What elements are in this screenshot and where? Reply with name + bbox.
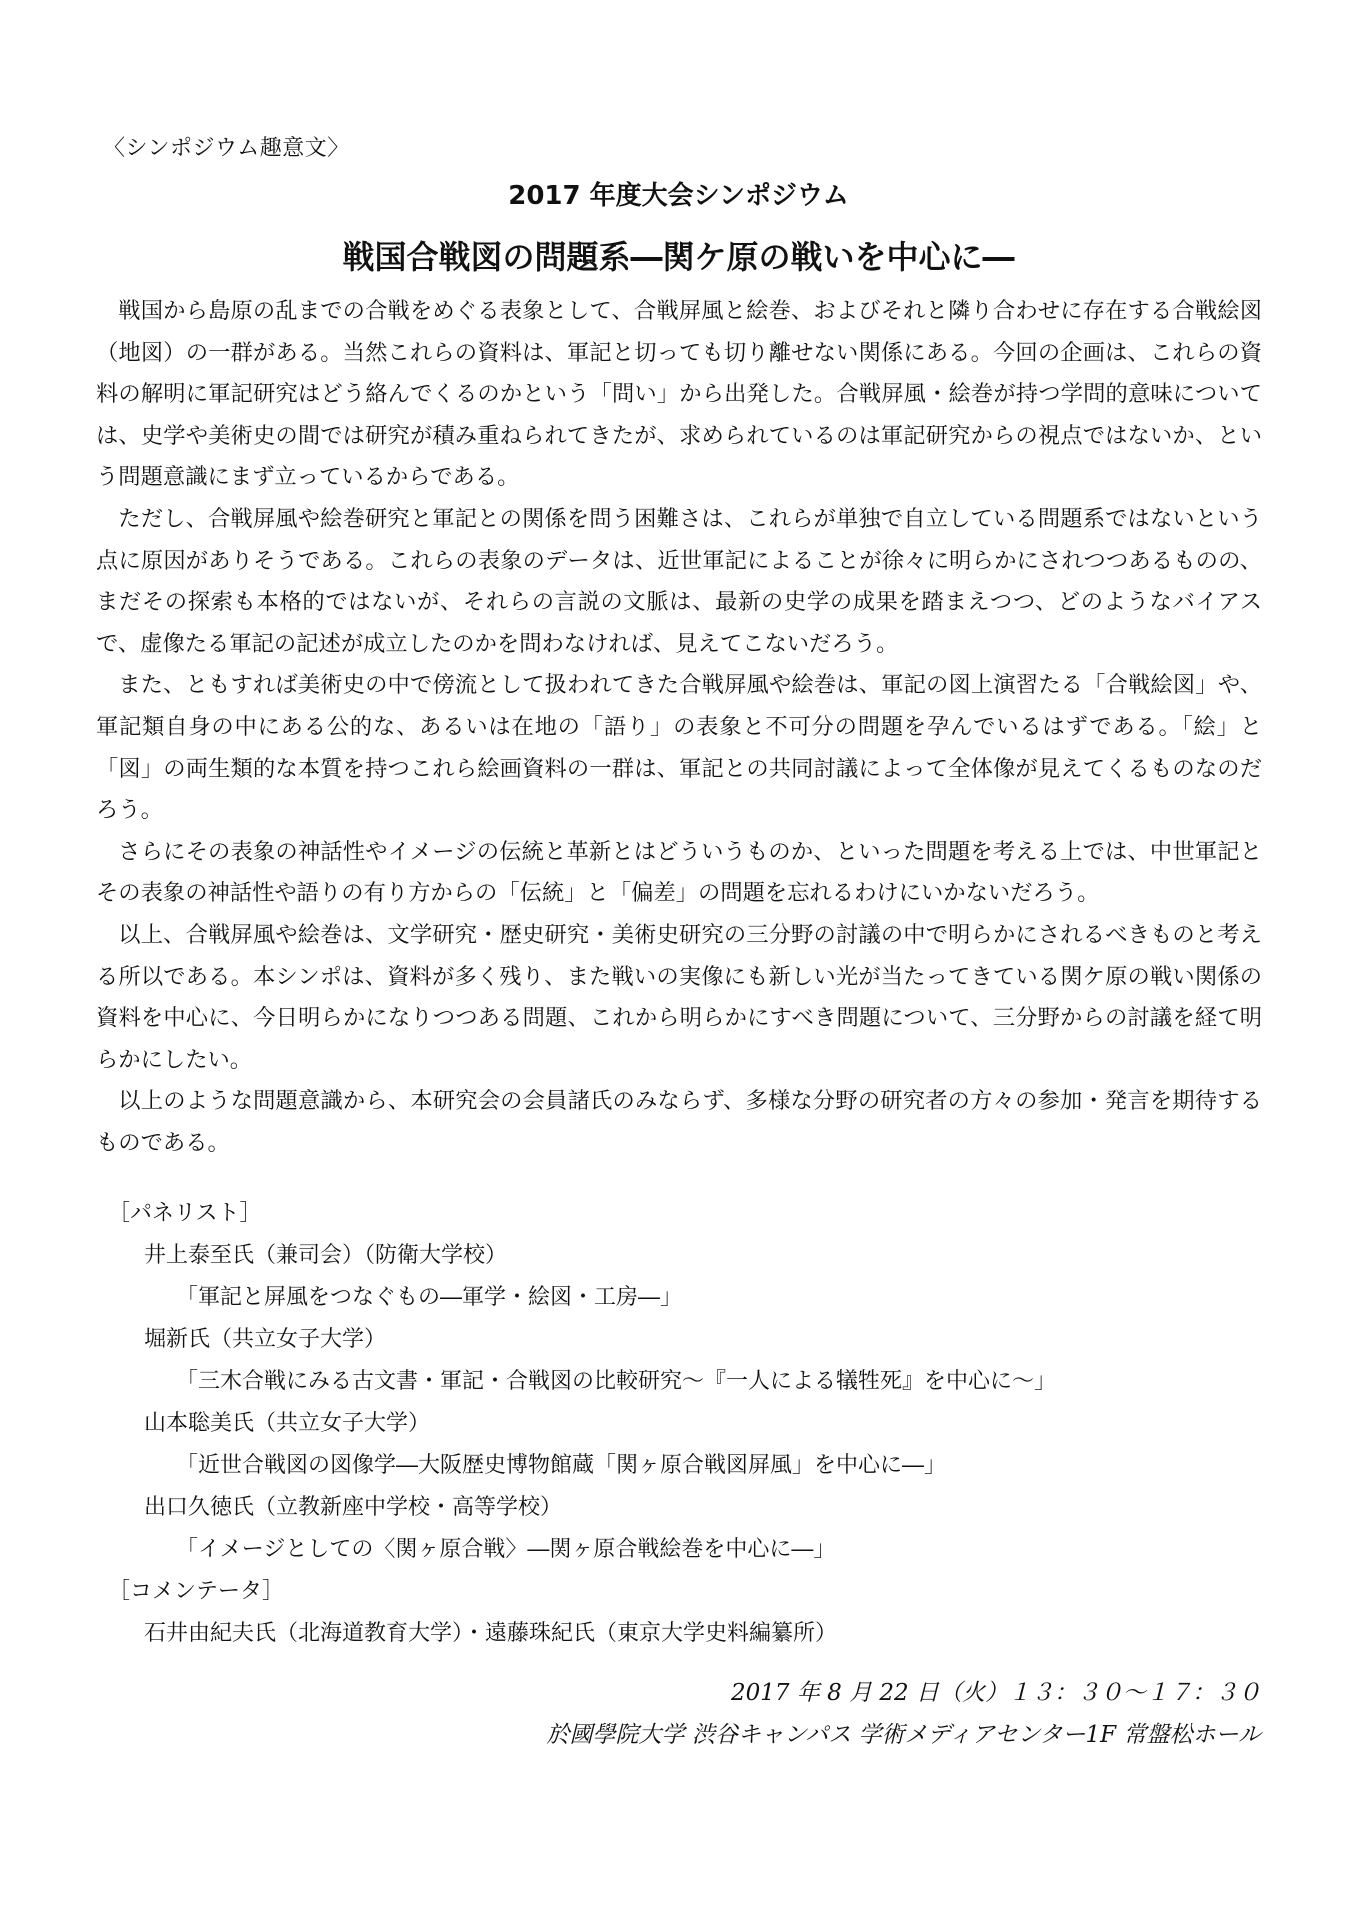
paragraph: 以上のような問題意識から、本研究会の会員諸氏のみならず、多様な分野の研究者の方々の参加・発言を期待するものである。 bbox=[96, 1088, 1262, 1156]
paragraph: さらにその表象の神話性やイメージの伝統と革新とはどういうものか、といった問題を考える上では、中世軍記とその表象の神話性や語りの有り方からの「伝統」と「偏差」の問題を忘れるわけにいかないだろう。 bbox=[96, 838, 1262, 907]
panelists-heading: ［パネリスト］ bbox=[108, 1201, 262, 1226]
abstract-body bbox=[96, 291, 1262, 1164]
panelist-talk-title: 「軍記と屏風をつなぐもの―軍学・絵図・工房―」 bbox=[176, 1285, 683, 1310]
event-datetime: 2017 年 8 月 22 日（火）１３：３０～１７：３０ bbox=[731, 1680, 1261, 1706]
paragraph: 戦国から島原の乱までの合戦をめぐる表象として、合戦屏風と絵巻、およびそれと隣り合わせに存在する合戦絵図（地図）の一群がある。当然これらの資料は、軍記と切っても切り離せない関係にある。今回の企画は、これらの資料の解明に軍記研究はどう絡んでくるのかという「問い」から出発した。合戦屏風・絵巻が持つ学問的意味については、史学や美術史の間では研究が積み重ねられてきたが、求められているのは軍記研究からの視点ではないか、という問題意識にまず立っているからである。 bbox=[96, 298, 1262, 491]
commentator-names: 石井由紀夫氏（北海道教育大学）・遠藤珠紀氏（東京大学史料編纂所） bbox=[144, 1621, 838, 1646]
participants-list bbox=[108, 1193, 1288, 1655]
event-venue: 於國學院大学 渋谷キャンパス 学術メディアセンター1F 常盤松ホール bbox=[546, 1722, 1261, 1748]
symposium-title: 戦国合戦図の問題系―関ケ原の戦いを中心に― bbox=[342, 238, 1015, 276]
paragraph: 以上、合戦屏風や絵巻は、文学研究・歴史研究・美術史研究の三分野の討議の中で明らかにされるべきものと考える所以である。本シンポは、資料が多く残り、また戦いの実像にも新しい光が当たってきている関ケ原の戦い関係の資料を中心に、今日明らかになりつつある問題、これから明らかにすべき問題について、三分野からの討議を経て明らかにしたい。 bbox=[96, 921, 1262, 1073]
panelist-name: 出口久徳氏（立教新座中学校・高等学校） bbox=[144, 1495, 563, 1520]
panelist-talk-title: 「イメージとしての〈関ヶ原合戦〉―関ヶ原合戦絵巻を中心に―」 bbox=[176, 1537, 836, 1562]
panelist-name: 山本聡美氏（共立女子大学） bbox=[144, 1411, 431, 1436]
panelist-talk-title: 「三木合戦にみる古文書・軍記・合戦図の比較研究～『一人による犠牲死』を中心に～」 bbox=[176, 1369, 1057, 1394]
paragraph: ただし、合戦屏風や絵巻研究と軍記との関係を問う困難さは、これらが単独で自立している問題系ではないという点に原因がありそうである。これらの表象のデータは、近世軍記によることが徐々に明らかにされつつあるものの、まだその探索も本格的ではないが、それらの言説の文脈は、最新の史学の成果を踏まえつつ、どのようなバイアスで、虚像たる軍記の記述が成立したのかを問わなければ、見えてこないだろう。 bbox=[96, 505, 1262, 657]
panelist-name: 井上泰至氏（兼司会）（防衛大学校） bbox=[144, 1243, 508, 1268]
symposium-heading: 2017 年度大会シンポジウム bbox=[508, 181, 849, 211]
paragraph: また、ともすれば美術史の中で傍流として扱われてきた合戦屏風や絵巻は、軍記の図上演習たる「合戦絵図」や、軍記類自身の中にある公的な、あるいは在地の「語り」の表象と不可分の問題を孕んでいるはずである。「絵」と「図」の両生類的な本質を持つこれら絵画資料の一群は、軍記との共同討議によって全体像が見えてくるものなのだろう。 bbox=[96, 672, 1262, 824]
panelist-name: 堀新氏（共立女子大学） bbox=[144, 1327, 387, 1352]
section-label: 〈シンポジウム趣意文〉 bbox=[103, 136, 350, 161]
event-info bbox=[547, 1672, 1261, 1756]
panelist-talk-title: 「近世合戦図の図像学―大阪歴史博物館蔵「関ヶ原合戦図屏風」を中心に―」 bbox=[176, 1453, 947, 1478]
commentators-heading: ［コメンテータ］ bbox=[108, 1579, 285, 1604]
